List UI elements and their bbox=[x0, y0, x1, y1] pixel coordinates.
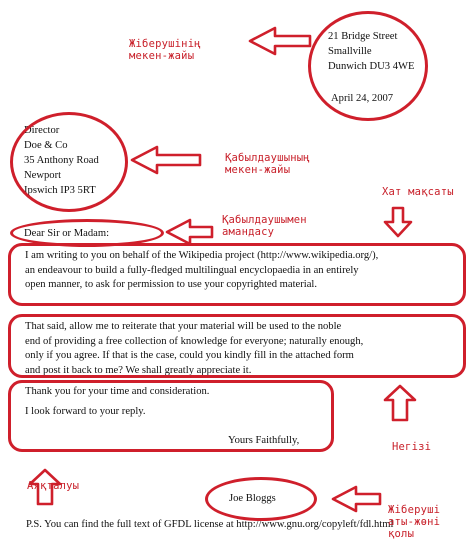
paragraph-line: end of providing a free collection of knowledge for everyone; naturally enough, bbox=[25, 335, 364, 347]
paragraph-line: an endeavour to build a fully-fledged multilingual encyclopaedia in an entirely bbox=[25, 264, 359, 276]
closing: Yours Faithfully, bbox=[228, 435, 300, 446]
sender-street: 21 Bridge Street bbox=[328, 31, 398, 42]
recipient-line-3: 35 Anthony Road bbox=[24, 155, 99, 166]
paragraph-line: only if you agree. If that is the case, could you kindly fill in the attached form bbox=[25, 350, 354, 362]
note-sender-address: Жіберушінің мекен-жайы bbox=[129, 38, 201, 62]
recipient-line-5: Ipswich IP3 5RT bbox=[24, 185, 96, 196]
arrow-left-recipient-icon bbox=[132, 147, 200, 173]
recipient-line-1: Director bbox=[24, 125, 60, 136]
note-recipient-address: Қабылдаушының мекен-жайы bbox=[225, 152, 310, 176]
letter-date: April 24, 2007 bbox=[331, 93, 394, 104]
arrow-left-signature-icon bbox=[333, 487, 380, 511]
paragraph-line: I am writing to you on behalf of the Wikipedia project (http://www.wikipedia.org/), bbox=[25, 250, 379, 261]
note-greeting: Қабылдаушымен амандасу bbox=[222, 214, 307, 238]
salutation: Dear Sir or Madam: bbox=[24, 228, 110, 239]
arrow-down-purpose-icon bbox=[385, 208, 411, 236]
look-forward-line: I look forward to your reply. bbox=[25, 406, 146, 417]
thanks-line: Thank you for your time and consideration. bbox=[25, 386, 210, 397]
arrow-up-main-icon bbox=[385, 386, 415, 420]
sender-postcode: Dunwich DU3 4WE bbox=[328, 61, 415, 72]
postscript: P.S. You can find the full text of GFDL license at http://www.gnu.org/copyleft/fdl.html bbox=[26, 519, 394, 530]
sender-town: Smallville bbox=[328, 46, 372, 57]
note-signature: Жіберуші аты-жөні қолы bbox=[388, 504, 441, 540]
note-ending: Аяқталуы bbox=[27, 480, 80, 492]
note-main-part: Негізі bbox=[392, 441, 432, 453]
arrow-left-greeting-icon bbox=[167, 220, 212, 244]
note-purpose: Хат мақсаты bbox=[382, 186, 454, 198]
paragraph-line: open manner, to ask for permission to use your copyrighted material. bbox=[25, 279, 318, 291]
recipient-line-4: Newport bbox=[24, 170, 62, 181]
paragraph-line: That said, allow me to reiterate that your material will be used to the noble bbox=[25, 321, 342, 332]
signature-name: Joe Bloggs bbox=[229, 493, 276, 504]
arrow-left-sender-icon bbox=[250, 28, 310, 54]
paragraph-line: and post it back to me? We shall greatly appreciate it. bbox=[25, 364, 252, 376]
recipient-line-2: Doe & Co bbox=[24, 140, 68, 151]
